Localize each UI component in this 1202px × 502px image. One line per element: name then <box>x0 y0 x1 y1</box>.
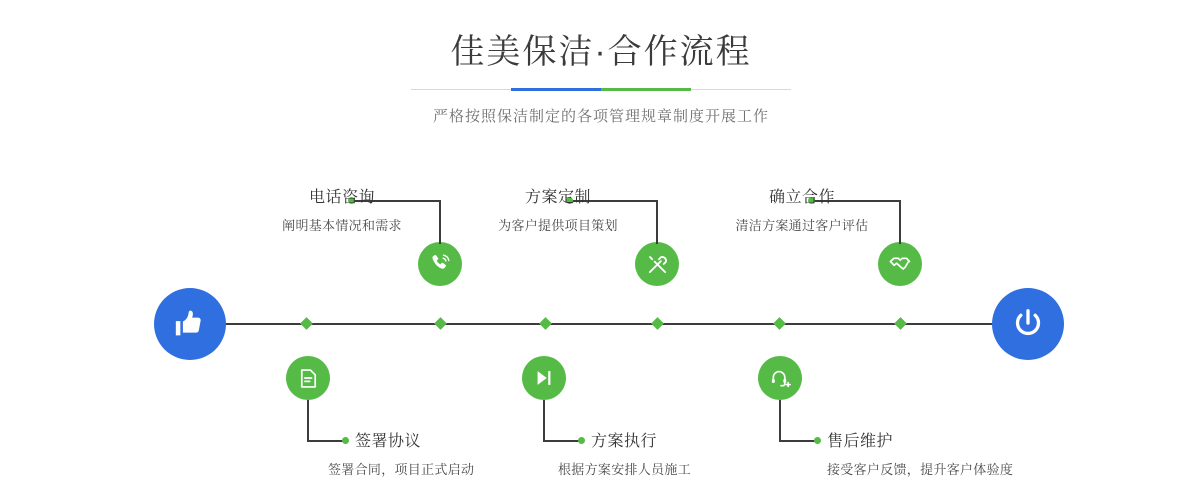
divider-accent-green <box>601 88 691 91</box>
step-label-6 <box>827 428 1013 478</box>
step-connector-4-vertical <box>543 400 545 442</box>
step-connector-5-vertical <box>899 200 901 244</box>
step-desc-2: 签署合同，项目正式启动 <box>328 462 475 477</box>
timeline-start-badge <box>154 288 226 360</box>
axis-node-dot <box>773 317 786 330</box>
thumbs-up-icon <box>173 307 207 341</box>
document-edit-icon <box>297 367 320 390</box>
step-endpoint-dot-6 <box>814 437 821 444</box>
step-name-6: 售后维护 <box>827 433 894 450</box>
title-divider <box>411 88 791 91</box>
support-agent-icon <box>769 367 792 390</box>
step-desc-3: 为客户提供项目策划 <box>498 218 618 233</box>
timeline-axis <box>160 323 1040 325</box>
step-desc-4: 根据方案安排人员施工 <box>558 462 692 477</box>
step-connector-6-vertical <box>779 400 781 442</box>
timeline-end-badge <box>992 288 1064 360</box>
step-connector-4-horizontal <box>543 440 581 442</box>
step-connector-2-vertical <box>307 400 309 442</box>
step-name-5: 确立合作 <box>768 189 835 206</box>
header <box>0 28 1202 126</box>
axis-node-dot <box>300 317 313 330</box>
step-icon-5 <box>878 242 922 286</box>
page-title: 佳美保洁·合作流程 <box>450 33 752 71</box>
step-label-2 <box>328 428 475 478</box>
axis-node-dot <box>434 317 447 330</box>
step-icon-2 <box>286 356 330 400</box>
step-name-3: 方案定制 <box>524 189 591 206</box>
step-label-3 <box>468 184 648 234</box>
handshake-icon <box>888 252 912 276</box>
step-desc-6: 接受客户反馈，提升客户体验度 <box>827 462 1014 477</box>
step-icon-3 <box>635 242 679 286</box>
step-label-1 <box>252 184 432 234</box>
power-icon <box>1010 306 1046 342</box>
step-icon-1 <box>418 242 462 286</box>
step-desc-1: 阐明基本情况和需求 <box>282 218 402 233</box>
tools-icon <box>646 253 669 276</box>
timeline <box>0 160 1202 490</box>
page-subtitle: 严格按照保洁制定的各项管理规章制度开展工作 <box>432 108 769 125</box>
divider-accent-blue <box>511 88 601 91</box>
axis-node-dot <box>651 317 664 330</box>
step-name-2: 签署协议 <box>355 433 422 450</box>
step-icon-6 <box>758 356 802 400</box>
step-connector-1-vertical <box>439 200 441 244</box>
step-label-5 <box>712 184 892 234</box>
step-desc-5: 清洁方案通过客户评估 <box>735 218 869 233</box>
phone-ring-icon <box>428 252 452 276</box>
step-name-1: 电话咨询 <box>308 189 375 206</box>
axis-node-dot <box>539 317 552 330</box>
step-icon-4 <box>522 356 566 400</box>
step-name-4: 方案执行 <box>591 433 658 450</box>
play-forward-icon <box>533 367 555 389</box>
step-connector-2-horizontal <box>307 440 345 442</box>
step-connector-6-horizontal <box>779 440 817 442</box>
step-connector-3-vertical <box>656 200 658 244</box>
axis-node-dot <box>894 317 907 330</box>
step-label-4 <box>558 428 692 478</box>
step-endpoint-dot-4 <box>578 437 585 444</box>
step-endpoint-dot-2 <box>342 437 349 444</box>
